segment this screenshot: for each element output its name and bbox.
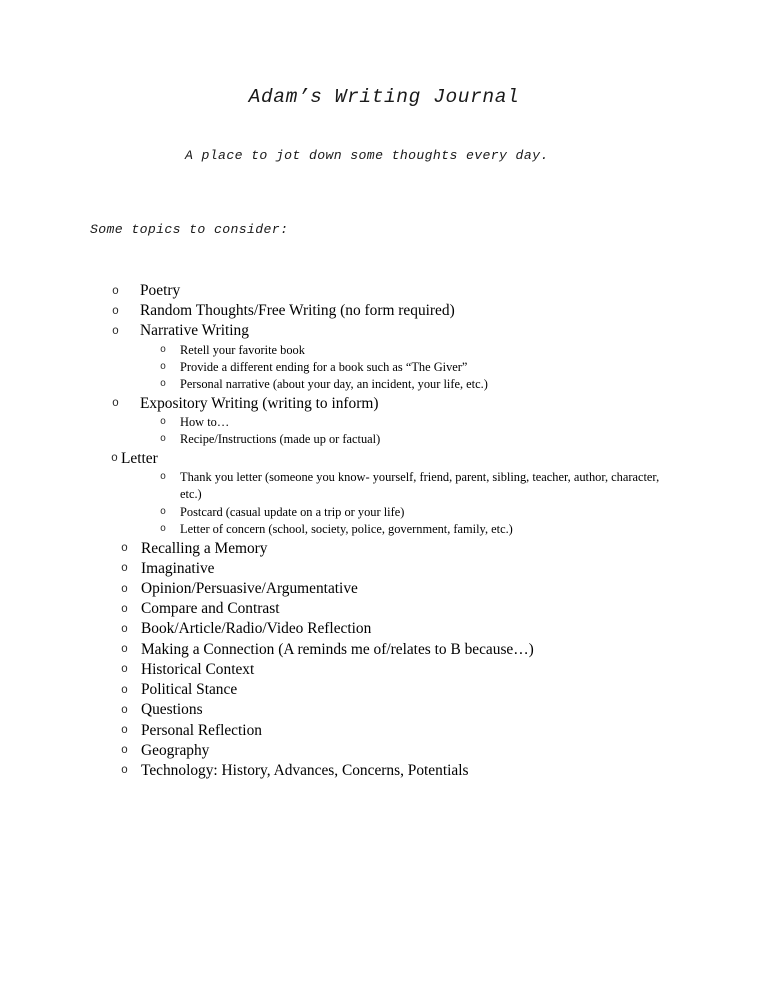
topic-item-label: Political Stance: [141, 681, 238, 699]
topic-item-label: Recalling a Memory: [141, 539, 268, 557]
bullet-circle-icon: o: [121, 602, 128, 616]
topic-item-label: Personal Reflection: [141, 721, 262, 739]
topic-subitem-label: Personal narrative (about your day, an incident, your life, etc.): [180, 377, 488, 392]
topic-item-label: Compare and Contrast: [141, 600, 280, 618]
bullet-circle-icon: o: [121, 622, 128, 636]
topic-item: [0, 700, 768, 720]
bullet-circle-icon: o: [111, 452, 118, 466]
bullet-circle-icon: o: [121, 683, 128, 697]
topic-item: [0, 761, 768, 781]
topic-item-label: Narrative Writing: [140, 322, 249, 340]
topic-item: [0, 741, 768, 761]
topic-item: [0, 680, 768, 700]
bullet-circle-icon: o: [160, 434, 167, 446]
topic-item: [0, 640, 768, 660]
bullet-circle-icon: o: [121, 562, 128, 576]
topic-item: [0, 559, 768, 579]
topics-list: [0, 281, 768, 781]
bullet-circle-icon: o: [121, 582, 128, 596]
bullet-circle-icon: o: [121, 703, 128, 717]
topic-item: [0, 449, 768, 469]
bullet-circle-icon: o: [160, 379, 167, 391]
topic-item-label: Questions: [141, 701, 203, 719]
bullet-circle-icon: o: [160, 344, 167, 356]
bullet-circle-icon: o: [121, 724, 128, 737]
bullet-circle-icon: o: [160, 417, 167, 429]
bullet-circle-icon: o: [121, 663, 128, 677]
topic-item-label: Making a Connection (A reminds me of/relates to B because…): [141, 640, 534, 658]
topic-subitem: [0, 431, 768, 448]
bullet-circle-icon: o: [112, 324, 119, 338]
topic-item: [0, 321, 768, 341]
topic-subitem-label: Letter of concern (school, society, police, government, family, etc.): [180, 522, 513, 537]
topic-subitem: [0, 376, 768, 393]
topic-subitem: [0, 359, 768, 376]
topic-item-label: Technology: History, Advances, Concerns, Potentials: [141, 761, 469, 779]
topic-item: [0, 599, 768, 619]
topic-subitem-label: Provide a different ending for a book such as “The Giver”: [180, 360, 468, 375]
bullet-circle-icon: o: [160, 362, 167, 374]
topic-subitem-label: How to…: [180, 415, 230, 430]
topic-item-label: Letter: [121, 449, 158, 467]
topic-subitem: [0, 504, 768, 521]
topic-item: [0, 394, 768, 414]
topic-item: [0, 619, 768, 639]
topic-subitem: [0, 469, 768, 504]
topic-item-label: Random Thoughts/Free Writing (no form required): [140, 302, 455, 320]
document-subtitle: A place to jot down some thoughts every day.: [185, 148, 549, 163]
bullet-circle-icon: o: [112, 284, 119, 298]
bullet-circle-icon: o: [160, 524, 167, 536]
topic-item: [0, 721, 768, 741]
topic-subitem-label: Recipe/Instructions (made up or factual): [180, 432, 381, 447]
topic-subitem: [0, 342, 768, 359]
topic-subitem-label: Thank you letter (someone you know- yourself, friend, parent, sibling, teacher, author, character, etc.): [180, 470, 660, 502]
topic-subitem: [0, 521, 768, 538]
topic-item-label: Historical Context: [141, 660, 255, 678]
bullet-circle-icon: o: [160, 472, 167, 484]
topic-item: [0, 539, 768, 559]
topic-item: [0, 579, 768, 599]
bullet-circle-icon: o: [121, 542, 128, 556]
topic-item-label: Poetry: [140, 282, 181, 299]
document-title: Adam’s Writing Journal: [248, 86, 520, 108]
topic-item: [0, 281, 768, 301]
topic-item-label: Expository Writing (writing to inform): [140, 394, 379, 412]
topic-item: [0, 301, 768, 321]
bullet-circle-icon: o: [160, 506, 167, 518]
bullet-circle-icon: o: [112, 304, 119, 318]
topic-item-label: Opinion/Persuasive/Argumentative: [141, 580, 358, 598]
topic-item-label: Book/Article/Radio/Video Reflection: [141, 620, 372, 638]
bullet-circle-icon: o: [112, 397, 119, 411]
bullet-circle-icon: o: [121, 643, 128, 657]
topic-item: [0, 660, 768, 680]
bullet-circle-icon: o: [121, 764, 128, 778]
bullet-circle-icon: o: [121, 744, 128, 758]
topic-item-label: Imaginative: [141, 559, 215, 577]
topic-subitem: [0, 414, 768, 431]
topic-subitem-label: Retell your favorite book: [180, 342, 305, 357]
topic-item-label: Geography: [141, 741, 210, 759]
section-heading-topics: Some topics to consider:: [90, 222, 289, 237]
topic-subitem-label: Postcard (casual update on a trip or your life): [180, 504, 405, 519]
